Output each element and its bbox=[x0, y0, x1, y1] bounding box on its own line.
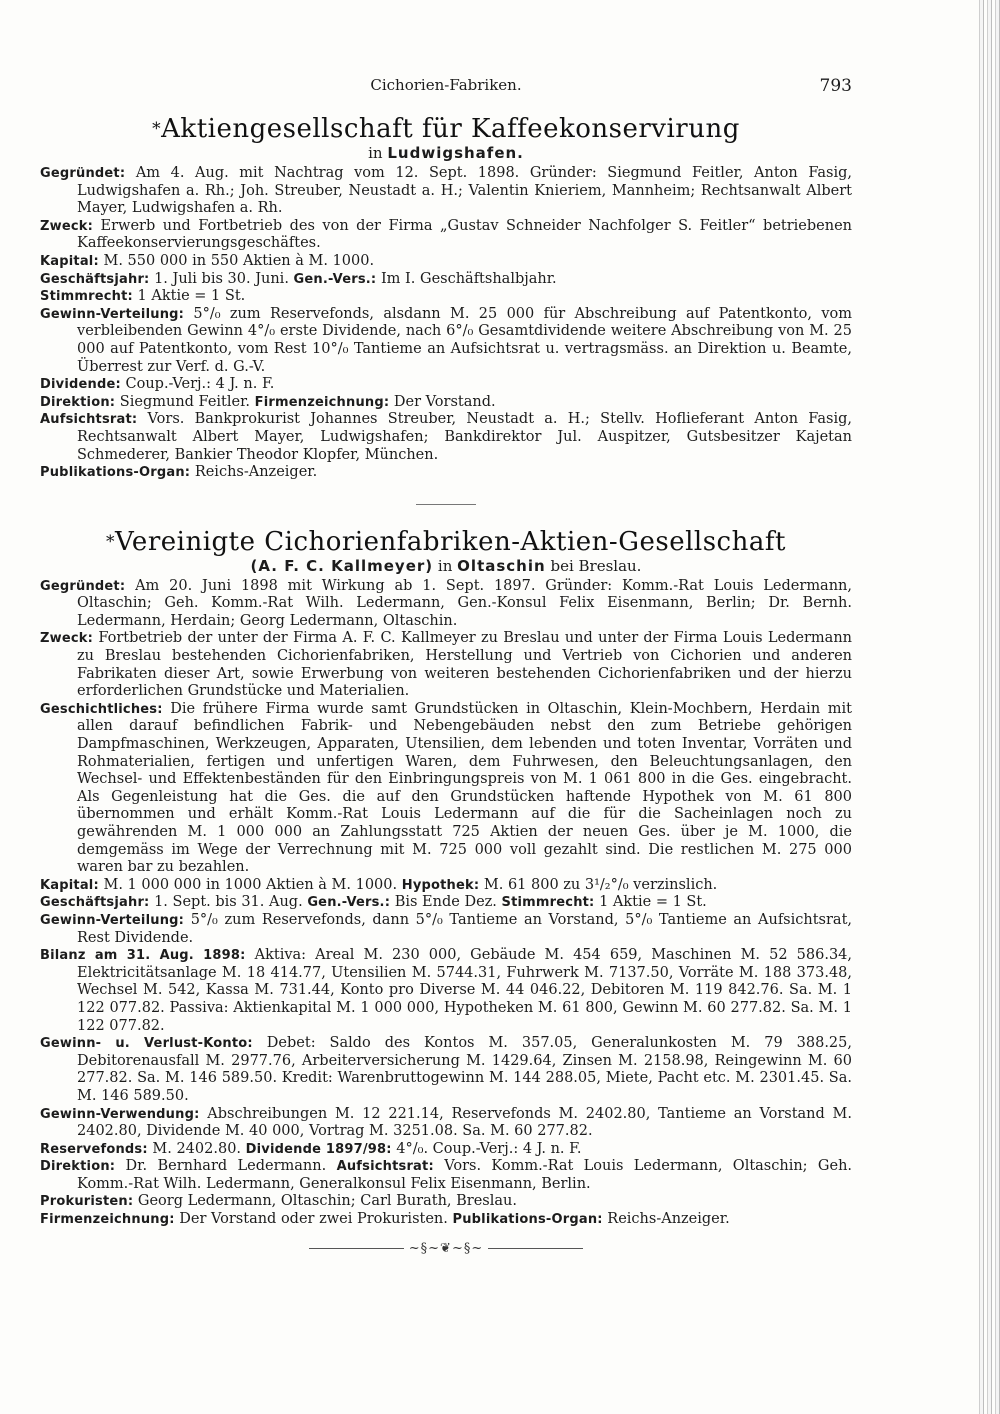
entry-text: Erwerb und Fortbetrieb des von der Firma „Gustav Schneider Nachfolger S. Feitler“ betriebenen Kaffeekonservierungsgeschäftes. bbox=[77, 217, 853, 252]
entry-prokuristen bbox=[40, 1193, 852, 1211]
entry-text: 1. Juli bis 30. Juni. bbox=[154, 270, 289, 287]
entry-bilanz bbox=[40, 947, 852, 1035]
entry-text: Vors. Bankprokurist Johannes Streuber, Neustadt a. H.; Stellv. Hoflieferant Anton Fasig, Rechtsanwalt Albert Mayer, Ludwigshafen; Bankdirektor Jul. Auspitzer, Gutsbesitzer Kajetan Schmederer, Bankier Theodor Klopfer, München. bbox=[77, 411, 852, 463]
entry-label: Gen.-Vers.: bbox=[293, 271, 377, 287]
entry-text: Siegmund Feitler. bbox=[119, 393, 251, 410]
entry-geschichtliches bbox=[40, 701, 852, 877]
company-1-name: Aktiengesellschaft für Kaffeekonservirung bbox=[161, 114, 740, 144]
entry-zweck bbox=[40, 218, 852, 253]
entry-label: Gewinn-Verteilung: bbox=[40, 912, 185, 928]
entry-text: M. 1 000 000 in 1000 Aktien à M. 1000. bbox=[103, 876, 398, 893]
company-1-location-name: Ludwigshafen. bbox=[387, 144, 524, 162]
entry-label: Gewinn-Verteilung: bbox=[40, 306, 185, 322]
entry-label: Kapital: bbox=[40, 877, 99, 893]
entry-label: Geschäftsjahr: bbox=[40, 271, 150, 287]
entry-label: Zweck: bbox=[40, 631, 94, 647]
entry-text: Aktiva: Areal M. 230 000, Gebäude M. 454 659, Maschinen M. 52 586.34, Elektricitätsanlage M. 18 414.77, Utensilien M. 5744.31, Fuhrwerk M. 7137.50, Vorräte M. 188 373.48, Wechsel M. 542, Kassa M. 731.44, Konto pro Diverse M. 44 046.22, Debitoren M. 119 842.76. Sa. M. 1 122 077.82. Passiva: Aktienkapital M. 1 000 000, Hypotheken M. 61 800, Gewinn M. 60 277.82. Sa. M. 1 122 077.82. bbox=[77, 947, 853, 1034]
entry-gewinn-verwendung bbox=[40, 1106, 852, 1141]
page-number: 793 bbox=[819, 76, 852, 96]
ornament-line-left bbox=[309, 1248, 404, 1249]
entry-direktion bbox=[40, 394, 852, 412]
entry-label: Zweck: bbox=[40, 218, 94, 234]
entry-text: M. 2402.80. bbox=[152, 1140, 242, 1157]
ornament-flourish-icon: ~§~❦~§~ bbox=[408, 1240, 484, 1256]
entry-aufsichtsrat bbox=[40, 411, 852, 464]
entry-label: Prokuristen: bbox=[40, 1194, 134, 1210]
entry-gegruendet bbox=[40, 165, 852, 218]
entry-label: Reservefonds: bbox=[40, 1141, 148, 1157]
ornament-line-right bbox=[488, 1248, 583, 1249]
company-1-title bbox=[40, 114, 852, 144]
entry-text: Abschreibungen M. 12 221.14, Reservefonds M. 2402.80, Tantieme an Vorstand M. 2402.80, Dividende M. 40 000, Vortrag M. 3251.08. Sa. M. 60 277.82. bbox=[77, 1105, 852, 1140]
entry-label: Stimmrecht: bbox=[40, 289, 133, 305]
company-2-title bbox=[40, 527, 852, 557]
entry-text: Dr. Bernhard Ledermann. bbox=[125, 1158, 327, 1175]
entry-label: Gegründet: bbox=[40, 578, 126, 594]
entry-gewinn-verlust-konto bbox=[40, 1035, 852, 1105]
entry-text: Coup.-Verj.: 4 J. n. F. bbox=[125, 376, 275, 393]
entry-label: Stimmrecht: bbox=[501, 895, 595, 911]
entry-text: Fortbetrieb der unter der Firma A. F. C. Kallmeyer zu Breslau und unter der Firma Louis Ledermann zu Breslau bestehenden Cichorienfabriken, Herstellung und Vertrieb von Cichorien und anderen Fabrikaten dieser Art, sowie Erwerbung von weiteren bestehenden Cichorienfabriken und der hierzu erforderlichen Grundstücke und Materialien. bbox=[77, 630, 853, 700]
entry-text: Reichs-Anzeiger. bbox=[607, 1211, 730, 1228]
entry-text: Debet: Saldo des Kontos M. 357.05, Generalunkosten M. 79 388.25, Debitorenausfall M. 2977.76, Arbeiterversicherung M. 1429.64, Zinsen M. 2158.98, Reingewinn M. 60 277.82. Sa. M. 146 589.50. Kredit: Warenbruttogewinn M. 144 288.05, Miete, Pacht etc. M. 2301.45. Sa. M. 146 589.50. bbox=[77, 1035, 852, 1104]
entry-reservefonds bbox=[40, 1141, 852, 1159]
entry-direktion bbox=[40, 1158, 852, 1193]
entry-text: M. 61 800 zu 3¹/₂°/₀ verzinslich. bbox=[483, 876, 718, 893]
entry-gegruendet bbox=[40, 578, 852, 631]
entry-label: Aufsichtsrat: bbox=[40, 412, 138, 428]
entry-label: Aufsichtsrat: bbox=[336, 1159, 434, 1175]
page-edge bbox=[976, 0, 1000, 1414]
entry-label: Geschichtliches: bbox=[40, 701, 163, 717]
company-2-star: * bbox=[106, 531, 116, 552]
entry-label: Firmenzeichnung: bbox=[40, 1212, 175, 1228]
entry-firmenzeichnung bbox=[40, 1211, 852, 1229]
entry-label: Gewinn-Verwendung: bbox=[40, 1106, 200, 1122]
entry-kapital bbox=[40, 253, 852, 271]
running-head-title: Cichorien-Fabriken. bbox=[370, 76, 522, 94]
entry-label: Kapital: bbox=[40, 253, 99, 269]
entry-text: Am 20. Juni 1898 mit Wirkung ab 1. Sept. 1897. Gründer: Komm.-Rat Louis Ledermann, Oltaschin; Geh. Komm.-Rat Wilh. Ledermann, Gen.-Konsul Felix Eisenmann, Berlin; Dr. Bernh. Ledermann, Herdain; Georg Ledermann, Oltaschin. bbox=[77, 577, 852, 629]
entry-label: Publikations-Organ: bbox=[40, 465, 191, 481]
company-2-location-name: Oltaschin bbox=[457, 556, 546, 575]
entry-gewinn-verteilung bbox=[40, 912, 852, 947]
entry-label: Direktion: bbox=[40, 394, 116, 410]
entry-text: Vors. Komm.-Rat Louis Ledermann, Oltaschin; Geh. Komm.-Rat Wilh. Ledermann, Generalkonsul Felix Eisenmann, Berlin. bbox=[77, 1158, 853, 1192]
entry-text: 1. Sept. bis 31. Aug. bbox=[154, 894, 303, 911]
entry-text: Bis Ende Dez. bbox=[394, 894, 497, 911]
end-ornament bbox=[40, 1241, 852, 1256]
entry-text: 1 Aktie = 1 St. bbox=[137, 288, 246, 305]
company-1-location-prefix: in bbox=[368, 144, 383, 162]
company-2-location bbox=[40, 557, 852, 576]
entry-publikations-organ bbox=[40, 464, 852, 482]
entry-zweck bbox=[40, 630, 852, 700]
entry-text: M. 550 000 in 550 Aktien à M. 1000. bbox=[103, 252, 375, 269]
entry-label: Dividende 1897/98: bbox=[245, 1141, 392, 1157]
entry-text: Der Vorstand oder zwei Prokuristen. bbox=[179, 1211, 448, 1228]
entry-stimmrecht bbox=[40, 288, 852, 306]
running-head bbox=[40, 76, 852, 98]
entry-text: Die frühere Firma wurde samt Grundstücken in Oltaschin, Klein-Mochbern, Herdain mit allen darauf befindlichen Fabrik- und Nebengebäuden nebst den zum Betriebe gehörigen Dampfmaschinen, Werkzeugen, Apparaten, Utensilien, dem lebenden und toten Inventar, Vorräten und Rohmaterialien, fertigen und unfertigen Waren, dem Fuhrwesen, den Beleuchtungsanlagen, den Wechsel- und Effektenbeständen für den Einbringungspreis von M. 1 061 800 in die Ges. eingebracht. Als Gegenleistung hat die Ges. die auf den Grundstücken haftende Hypothek von M. 61 800 übernommen und erhält Komm.-Rat Louis Ledermann auf die für die Sacheinlagen noch zu gewährenden M. 1 000 000 an Zahlungsstatt 725 Aktien der neuen Ges. über je M. 1000, die demgemäss im Wege der Verrechnung mit M. 725 000 voll gezahlt sind. Die restlichen M. 275 000 waren bar zu bezahlen. bbox=[77, 700, 852, 876]
company-2-firm-name: (A. F. C. Kallmeyer) bbox=[250, 556, 434, 575]
entry-gewinn-verteilung bbox=[40, 306, 852, 376]
entry-text: Im I. Geschäftshalbjahr. bbox=[380, 270, 557, 287]
entry-text: 5°/₀ zum Reservefonds, dann 5°/₀ Tantieme an Vorstand, 5°/₀ Tantieme an Aufsichtsrat, Rest Dividende. bbox=[77, 911, 853, 946]
company-2-location-suffix: bei Breslau. bbox=[550, 556, 642, 575]
entry-text: Georg Ledermann, Oltaschin; Carl Burath, Breslau. bbox=[137, 1193, 517, 1210]
entry-label: Publikations-Organ: bbox=[452, 1212, 603, 1228]
company-1-star: * bbox=[152, 119, 162, 139]
entry-label: Hypothek: bbox=[401, 877, 480, 893]
company-2-entries bbox=[40, 578, 852, 1229]
section-divider bbox=[416, 504, 476, 505]
entry-text: Am 4. Aug. mit Nachtrag vom 12. Sept. 1898. Gründer: Siegmund Feitler, Anton Fasig, Ludwigshafen a. Rh.; Joh. Streuber, Neustadt a. H.; Valentin Knieriem, Mannheim; Rechtsanwalt Albert Mayer, Ludwigshafen a. Rh. bbox=[77, 165, 853, 217]
company-2-name: Vereinigte Cichorienfabriken-Aktien-Gesellschaft bbox=[115, 526, 786, 557]
entry-label: Geschäftsjahr: bbox=[40, 895, 150, 911]
entry-text: 1 Aktie = 1 St. bbox=[599, 894, 707, 911]
entry-dividende bbox=[40, 376, 852, 394]
entry-label: Gegründet: bbox=[40, 166, 126, 181]
entry-geschaeftsjahr bbox=[40, 894, 852, 912]
entry-kapital bbox=[40, 877, 852, 895]
entry-label: Gen.-Vers.: bbox=[307, 895, 391, 911]
company-1-entries bbox=[40, 165, 852, 482]
entry-label: Dividende: bbox=[40, 377, 121, 393]
entry-label: Bilanz am 31. Aug. 1898: bbox=[40, 948, 246, 964]
entry-text: 4°/₀. Coup.-Verj.: 4 J. n. F. bbox=[396, 1140, 582, 1157]
company-1-location bbox=[40, 144, 852, 163]
entry-text: Der Vorstand. bbox=[393, 393, 496, 410]
entry-text: 5°/₀ zum Reservefonds, alsdann M. 25 000 für Abschreibung auf Patentkonto, vom verbleibenden Gewinn 4°/₀ erste Dividende, nach 6°/₀ Gesamtdividende weitere Abschreibung von M. 25 000 auf Patentkonto, vom Rest 10°/₀ Tantieme an Aufsichtsrat u. vertragsmäss. an Direktion u. Beamte, Überrest zur Verf. d. G.-V. bbox=[77, 305, 852, 375]
document-page bbox=[40, 76, 852, 1256]
entry-geschaeftsjahr bbox=[40, 271, 852, 289]
entry-label: Gewinn- u. Verlust-Konto: bbox=[40, 1036, 253, 1052]
entry-text: Reichs-Anzeiger. bbox=[194, 464, 318, 481]
company-2-location-prefix: in bbox=[437, 556, 453, 575]
entry-label: Firmenzeichnung: bbox=[254, 394, 390, 410]
entry-label: Direktion: bbox=[40, 1159, 116, 1175]
